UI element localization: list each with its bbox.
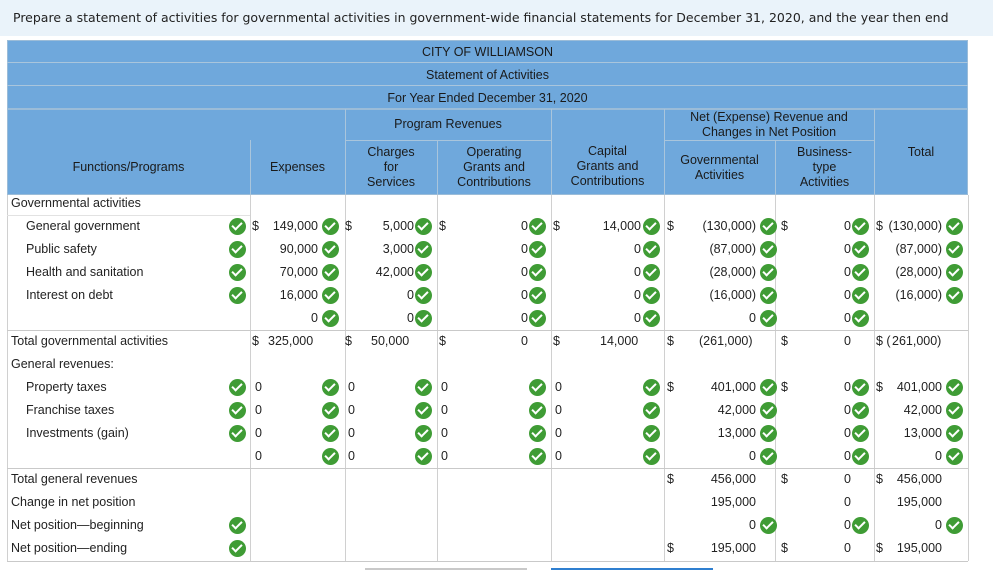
total-total-general: 456,000 <box>896 472 942 486</box>
check-icon <box>946 218 963 235</box>
check-icon <box>415 402 432 419</box>
governmental-blank[interactable]: 0 <box>749 311 756 325</box>
dollar-sign: $ ( <box>876 334 891 348</box>
row-label-investments: Investments (gain) <box>26 426 129 440</box>
check-icon <box>229 540 246 557</box>
statement-name: Statement of Activities <box>426 68 549 82</box>
dollar-sign: $ <box>781 219 788 233</box>
row-label-franchise-taxes: Franchise taxes <box>26 403 115 417</box>
business-property-taxes[interactable]: 0 <box>844 380 851 394</box>
check-icon <box>229 517 246 534</box>
check-icon <box>415 218 432 235</box>
dollar-sign: $ <box>667 472 674 486</box>
charges-franchise-taxes[interactable]: 0 <box>348 403 355 417</box>
check-icon <box>643 264 660 281</box>
dollar-sign: $ <box>781 472 788 486</box>
governmental-total-general: 456,000 <box>710 472 756 486</box>
expenses-health-sanitation[interactable]: 70,000 <box>279 265 318 279</box>
total-np-end: 195,000 <box>896 541 942 555</box>
total-change-net: 195,000 <box>896 495 942 509</box>
expenses-total-gov: 325,000 <box>268 334 314 348</box>
governmental-np-begin[interactable]: 0 <box>749 518 756 532</box>
business-interest-debt[interactable]: 0 <box>844 288 851 302</box>
charges-interest-debt[interactable]: 0 <box>407 288 414 302</box>
expenses-franchise-taxes[interactable]: 0 <box>255 403 262 417</box>
check-icon <box>760 425 777 442</box>
governmental-general-government[interactable]: (130,000) <box>702 219 756 233</box>
check-icon <box>760 218 777 235</box>
dollar-sign: $ <box>553 334 560 348</box>
check-icon <box>852 310 869 327</box>
check-icon <box>643 425 660 442</box>
check-icon <box>643 379 660 396</box>
dollar-sign: $ <box>781 380 788 394</box>
dollar-sign: $ <box>252 334 259 348</box>
section-general-revenues: General revenues: <box>11 357 114 371</box>
business-type-header: Business- type Activities <box>797 145 852 189</box>
dollar-sign: $ <box>667 541 674 555</box>
check-icon <box>760 264 777 281</box>
row-label-general-government: General government <box>26 219 140 233</box>
check-icon <box>852 287 869 304</box>
check-icon <box>760 448 777 465</box>
check-icon <box>229 402 246 419</box>
check-icon <box>229 218 246 235</box>
check-icon <box>529 310 546 327</box>
total-np-begin[interactable]: 0 <box>935 518 942 532</box>
business-investments[interactable]: 0 <box>844 426 851 440</box>
check-icon <box>529 448 546 465</box>
operating-public-safety[interactable]: 0 <box>521 242 528 256</box>
operating-blank[interactable]: 0 <box>521 311 528 325</box>
expenses-header: Expenses <box>270 160 325 174</box>
row-label-health-sanitation: Health and sanitation <box>26 265 144 279</box>
city-name: CITY OF WILLIAMSON <box>421 45 554 59</box>
row-label-interest-debt: Interest on debt <box>26 288 113 302</box>
dollar-sign: $ <box>876 472 883 486</box>
row-label-public-safety: Public safety <box>26 242 97 256</box>
dollar-sign: $ <box>553 219 560 233</box>
check-icon <box>529 264 546 281</box>
check-icon <box>322 241 339 258</box>
operating-property-taxes[interactable]: 0 <box>441 380 448 394</box>
total-franchise-taxes[interactable]: 42,000 <box>903 403 942 417</box>
net-position-header: Net (Expense) Revenue and Changes in Net Position <box>690 109 848 139</box>
charges-general-government[interactable]: 5,000 <box>382 219 414 233</box>
section-governmental-activities: Governmental activities <box>11 196 141 210</box>
check-icon <box>322 448 339 465</box>
check-icon <box>415 264 432 281</box>
dollar-sign: $ <box>345 334 352 348</box>
governmental-interest-debt[interactable]: (16,000) <box>709 288 756 302</box>
check-icon <box>415 287 432 304</box>
check-icon <box>322 264 339 281</box>
dollar-sign: $ <box>781 541 788 555</box>
check-icon <box>643 241 660 258</box>
charges-header: Charges for Services <box>367 145 415 189</box>
governmental-gen-blank[interactable]: 0 <box>749 449 756 463</box>
check-icon <box>229 287 246 304</box>
expenses-gen-blank[interactable]: 0 <box>255 449 262 463</box>
governmental-total-gov: (261,000) <box>699 334 753 348</box>
check-icon <box>852 425 869 442</box>
check-icon <box>529 379 546 396</box>
check-icon <box>415 379 432 396</box>
check-icon <box>852 402 869 419</box>
check-icon <box>322 218 339 235</box>
expenses-investments[interactable]: 0 <box>255 426 262 440</box>
total-gen-blank[interactable]: 0 <box>935 449 942 463</box>
check-icon <box>760 241 777 258</box>
dollar-sign: $ <box>667 219 674 233</box>
dollar-sign: $ <box>252 219 259 233</box>
check-icon <box>946 264 963 281</box>
check-icon <box>760 517 777 534</box>
dollar-sign: $ <box>876 541 883 555</box>
row-label-total-governmental: Total governmental activities <box>11 334 169 348</box>
expenses-property-taxes[interactable]: 0 <box>255 380 262 394</box>
check-icon <box>946 425 963 442</box>
dollar-sign: $ <box>781 334 788 348</box>
capital-interest-debt[interactable]: 0 <box>634 288 641 302</box>
governmental-investments[interactable]: 13,000 <box>717 426 756 440</box>
check-icon <box>852 218 869 235</box>
capital-blank[interactable]: 0 <box>634 311 641 325</box>
governmental-public-safety[interactable]: (87,000) <box>709 242 756 256</box>
check-icon <box>852 264 869 281</box>
check-icon <box>322 287 339 304</box>
business-blank[interactable]: 0 <box>844 311 851 325</box>
question-prompt: Prepare a statement of activities for governmental activities in government-wide financial statements for December 31, 2020, and the year then end <box>0 0 993 36</box>
expenses-general-government[interactable]: 149,000 <box>272 219 318 233</box>
check-icon <box>643 287 660 304</box>
dollar-sign: $ <box>876 380 883 394</box>
operating-total-gov: 0 <box>521 334 528 348</box>
check-icon <box>322 310 339 327</box>
check-icon <box>322 379 339 396</box>
functions-programs-header: Functions/Programs <box>72 160 185 174</box>
check-icon <box>946 448 963 465</box>
total-property-taxes[interactable]: 401,000 <box>896 380 942 394</box>
statement-title-header <box>7 40 968 109</box>
governmental-change-net: 195,000 <box>710 495 756 509</box>
dollar-sign: $ <box>439 219 446 233</box>
operating-health-sanitation[interactable]: 0 <box>521 265 528 279</box>
check-icon <box>852 517 869 534</box>
operating-franchise-taxes[interactable]: 0 <box>441 403 448 417</box>
check-icon <box>322 425 339 442</box>
program-revenues-header: Program Revenues <box>394 117 502 131</box>
total-total-gov: 261,000) <box>892 334 942 348</box>
dollar-sign: $ <box>667 334 674 348</box>
business-gen-blank[interactable]: 0 <box>844 449 851 463</box>
check-icon <box>852 448 869 465</box>
total-general-government[interactable]: (130,000) <box>888 219 942 233</box>
business-total-general: 0 <box>844 472 851 486</box>
operating-header: Operating Grants and Contributions <box>457 145 531 189</box>
tab-indicator-left[interactable] <box>365 568 527 570</box>
capital-investments[interactable]: 0 <box>555 426 562 440</box>
capital-total-gov: 14,000 <box>600 334 639 348</box>
governmental-health-sanitation[interactable]: (28,000) <box>709 265 756 279</box>
governmental-franchise-taxes[interactable]: 42,000 <box>717 403 756 417</box>
operating-gen-blank[interactable]: 0 <box>441 449 448 463</box>
charges-total-gov: 50,000 <box>371 334 410 348</box>
row-label-change-net-position: Change in net position <box>11 495 136 509</box>
business-total-gov: 0 <box>844 334 851 348</box>
statement-period: For Year Ended December 31, 2020 <box>387 91 588 105</box>
row-label-net-position-ending: Net position—ending <box>11 541 128 555</box>
dollar-sign: $ <box>439 334 446 348</box>
check-icon <box>760 310 777 327</box>
expenses-public-safety[interactable]: 90,000 <box>279 242 318 256</box>
charges-gen-blank[interactable]: 0 <box>348 449 355 463</box>
charges-public-safety[interactable]: 3,000 <box>382 242 414 256</box>
check-icon <box>643 402 660 419</box>
check-icon <box>529 402 546 419</box>
check-icon <box>229 379 246 396</box>
check-icon <box>415 241 432 258</box>
check-icon <box>415 310 432 327</box>
check-icon <box>643 448 660 465</box>
business-change-net: 0 <box>844 495 851 509</box>
capital-property-taxes[interactable]: 0 <box>555 380 562 394</box>
charges-health-sanitation[interactable]: 42,000 <box>375 265 414 279</box>
row-label-net-position-beginning: Net position—beginning <box>11 518 144 532</box>
check-icon <box>529 218 546 235</box>
total-public-safety[interactable]: (87,000) <box>895 242 942 256</box>
check-icon <box>529 287 546 304</box>
dollar-sign: $ <box>876 219 883 233</box>
check-icon <box>946 517 963 534</box>
check-icon <box>529 425 546 442</box>
dollar-sign: $ <box>667 380 674 394</box>
check-icon <box>322 402 339 419</box>
check-icon <box>643 218 660 235</box>
capital-general-government[interactable]: 14,000 <box>602 219 641 233</box>
check-icon <box>529 241 546 258</box>
capital-header: Capital Grants and Contributions <box>570 144 645 188</box>
check-icon <box>229 264 246 281</box>
check-icon <box>415 448 432 465</box>
business-np-begin[interactable]: 0 <box>844 518 851 532</box>
check-icon <box>415 425 432 442</box>
check-icon <box>229 425 246 442</box>
check-icon <box>946 287 963 304</box>
operating-general-government[interactable]: 0 <box>521 219 528 233</box>
total-health-sanitation[interactable]: (28,000) <box>895 265 942 279</box>
check-icon <box>643 310 660 327</box>
check-icon <box>229 241 246 258</box>
check-icon <box>852 241 869 258</box>
check-icon <box>852 379 869 396</box>
business-public-safety[interactable]: 0 <box>844 242 851 256</box>
business-np-end: 0 <box>844 541 851 555</box>
expenses-interest-debt[interactable]: 16,000 <box>279 288 318 302</box>
charges-property-taxes[interactable]: 0 <box>348 380 355 394</box>
check-icon <box>760 379 777 396</box>
row-label-total-general-revenues: Total general revenues <box>11 472 138 486</box>
business-general-government[interactable]: 0 <box>844 219 851 233</box>
check-icon <box>760 402 777 419</box>
charges-investments[interactable]: 0 <box>348 426 355 440</box>
check-icon <box>946 241 963 258</box>
charges-blank[interactable]: 0 <box>407 311 414 325</box>
governmental-np-end: 195,000 <box>710 541 756 555</box>
row-label-property-taxes: Property taxes <box>26 380 107 394</box>
total-header: Total <box>907 144 935 159</box>
business-health-sanitation[interactable]: 0 <box>844 265 851 279</box>
capital-public-safety[interactable]: 0 <box>634 242 641 256</box>
operating-interest-debt[interactable]: 0 <box>521 288 528 302</box>
capital-franchise-taxes[interactable]: 0 <box>555 403 562 417</box>
operating-investments[interactable]: 0 <box>441 426 448 440</box>
total-investments[interactable]: 13,000 <box>903 426 942 440</box>
check-icon <box>946 402 963 419</box>
business-franchise-taxes[interactable]: 0 <box>844 403 851 417</box>
capital-gen-blank[interactable]: 0 <box>555 449 562 463</box>
check-icon <box>760 287 777 304</box>
expenses-blank[interactable]: 0 <box>311 311 318 325</box>
dollar-sign: $ <box>345 219 352 233</box>
governmental-header: Governmental Activities <box>680 152 759 182</box>
capital-health-sanitation[interactable]: 0 <box>634 265 641 279</box>
governmental-property-taxes[interactable]: 401,000 <box>710 380 756 394</box>
check-icon <box>946 379 963 396</box>
tab-indicator-right[interactable] <box>551 568 713 570</box>
total-interest-debt[interactable]: (16,000) <box>895 288 942 302</box>
